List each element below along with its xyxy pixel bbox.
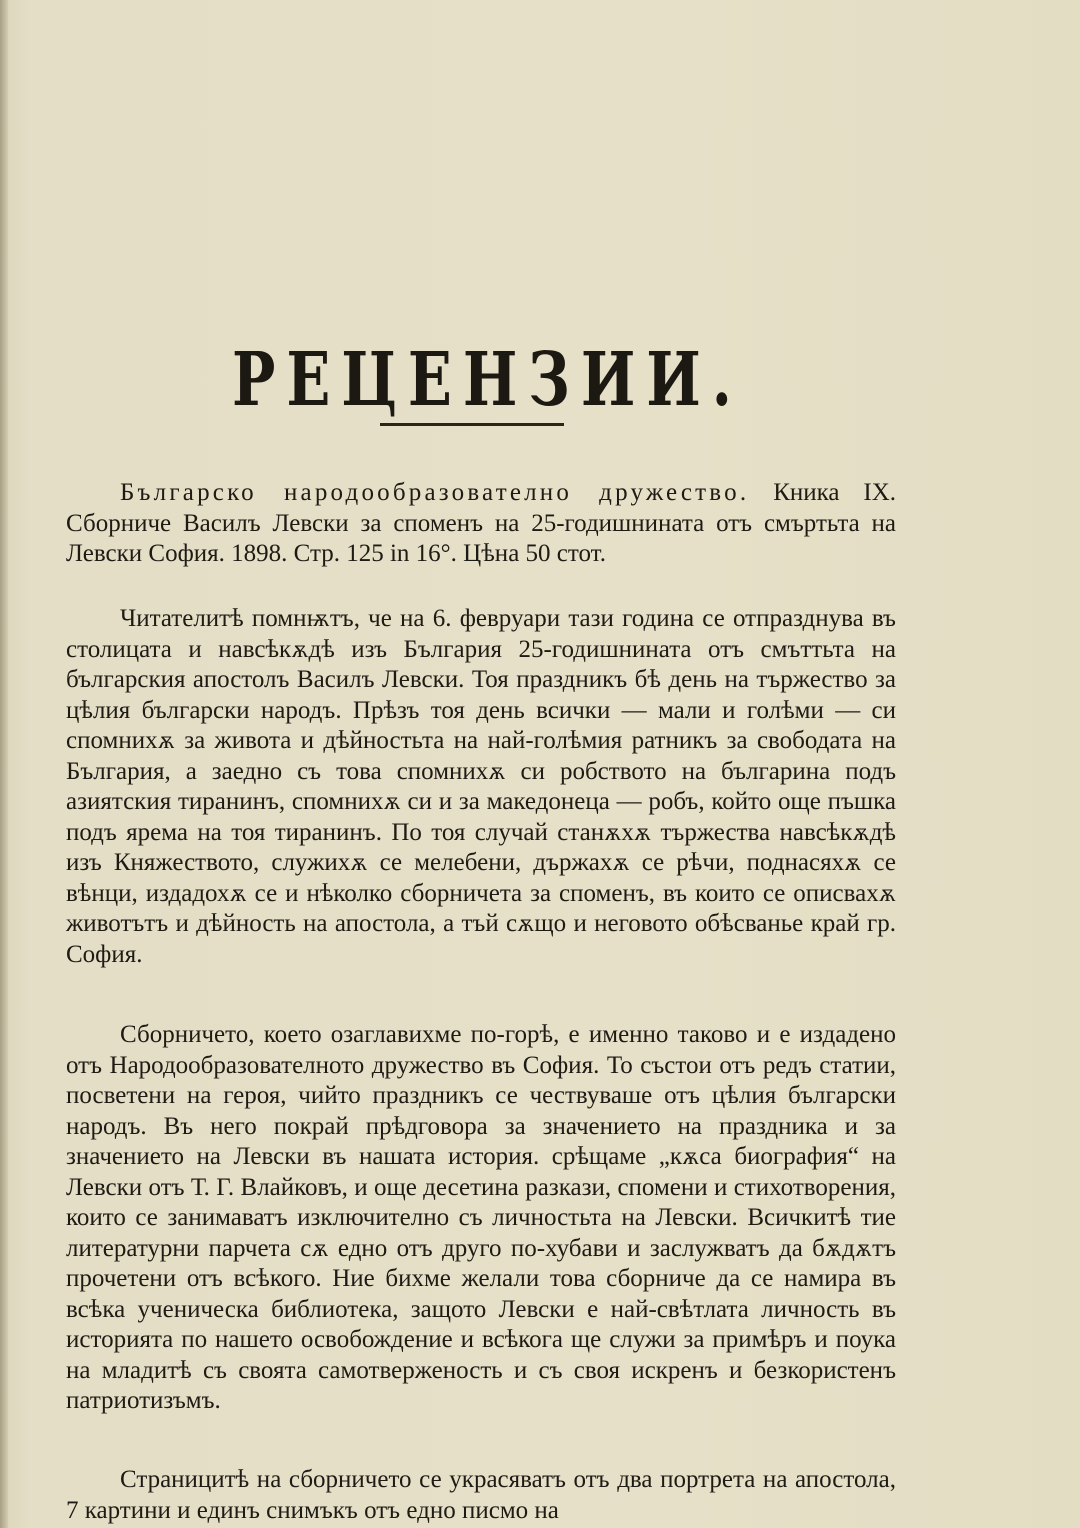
paragraph-1 [66, 604, 896, 970]
paragraph-text: Сборничето, което озаглавихме по-горѣ, е именно таково и е издадено отъ Народообразователното дружество въ София. То състои отъ редъ статии, посветени на героя, чийто праздникъ се чествуваше отъ цѣлия български народъ. Въ него покрай прѣдговора за значението на праздника и за значението на Левски въ нашата история. срѣщаме „кѫса биография“ на Левски отъ Т. Г. Влайковъ, и още десетина разкази, спомени и стихотворения, които се занимаватъ изключително съ личностьта на Левски. Всичкитѣ тие литературни парчета сѫ едно отъ друго по-хубави и заслужватъ да бѫдѫтъ прочетени отъ всѣкого. Ние бихме желали това сборниче да се намира въ всѣка ученическа библиотека, защото Левски е най-свѣтлата личность въ историята по нашето освобождение и всѣкога ще служи за примѣръ и поука на младитѣ съ своята самотверженость и съ своя искренъ и безкористенъ патриотизъмъ. [66, 1021, 896, 1414]
paragraph-2 [66, 1020, 896, 1417]
heading-rule [380, 423, 564, 426]
paragraph-text: Страницитѣ на сборничето се украсяватъ отъ два портрета на апостола, 7 картини и единъ снимъкъ отъ едно писмо на [66, 1466, 896, 1524]
reference-details: Кника IX. Сборниче Василъ Левски за споменъ на 25-годишнината отъ смъртьта на Левски София. 1898. Стр. 125 in 16°. Цѣна 50 стот. [66, 479, 896, 567]
reference-title: Българско народообразователно дружество. [120, 479, 750, 506]
review-reference [66, 478, 896, 570]
section-heading: РЕЦЕНЗИИ. [232, 337, 743, 423]
paragraph-text: Читателитѣ помнѭтъ, че на 6. февруари тази година се отпразднува въ столицата и навсѣкѫдѣ изъ България 25-годишнината отъ смъттьта на българския апостолъ Василъ Левски. Тоя праздникъ бѣ день на тържество за цѣлия български народъ. Прѣзъ тоя день всички — мали и голѣми — си спомнихѫ за живота и дѣйностьта на най-голѣмия ратникъ за свободата на България, а заедно съ това спомнихѫ си робството на българина подъ азиятския тиранинъ, спомнихѫ си и за македонеца — робъ, който още пъшка подъ ярема на тоя тиранинъ. По тоя случай станѫхѫ тържества навсѣкѫдѣ изъ Княжеството, служихѫ се мелебени, държахѫ се рѣчи, поднасяхѫ се вѣнци, издадохѫ се и нѣколко сборничета за споменъ, въ които се описвахѫ животътъ и дѣйность на апостола, а тъй сѫщо и неговото обѣсванье край гр. София. [66, 605, 896, 968]
paragraph-3 [66, 1465, 896, 1526]
page-binding-edge [0, 0, 8, 1528]
